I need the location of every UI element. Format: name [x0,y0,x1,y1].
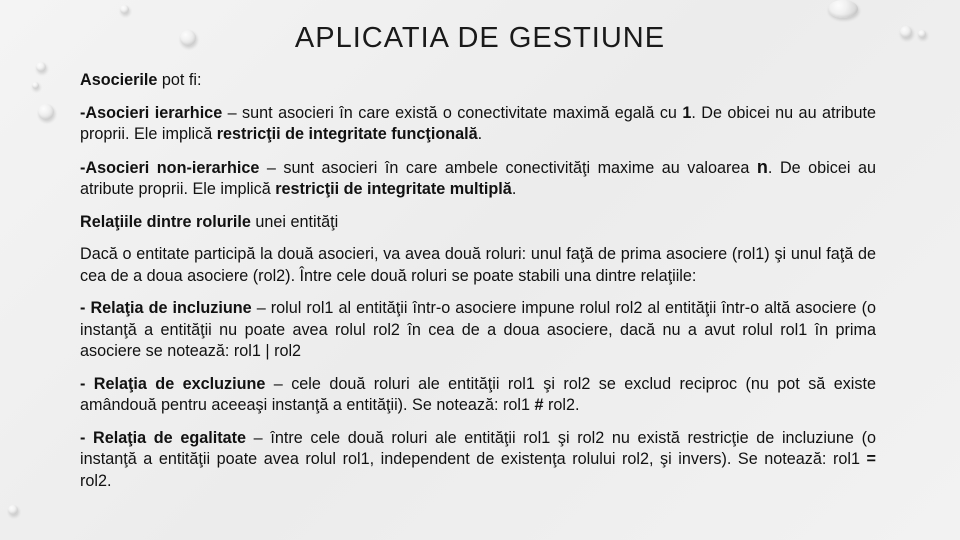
decorative-water-drop [828,0,858,18]
decorative-water-drop [36,62,46,72]
decorative-water-drop [8,505,18,515]
paragraph-relatia-excluziune: - Relaţia de excluziune – cele două roluri ale entităţii rol1 şi rol2 se exclud reciproc (nu pot să existe amândouă pentru aceeaşi instanţă a entităţii). Se notează: rol1 # rol2. [80,374,876,414]
decorative-water-drop [38,104,54,120]
slide-body [80,70,876,503]
decorative-water-drop [120,5,129,14]
paragraph-relatia-egalitate: - Relaţia de egalitate – între cele două roluri ale entităţii rol1 şi rol2 nu există restricţie de incluziune (o instanţă a entităţii poate avea rolul rol1, independent de existenţa rolului rol2, şi invers). Se notează: rol1 = rol2. [80,428,876,490]
paragraph-relatia-incluziune: - Relaţia de incluziune – rolul rol1 al entităţii într-o asociere impune rolul rol2 al entităţii într-o altă asociere (o instanţă a entităţii nu poate avea rolul rol2 în cea de a doua asociere, dacă nu a avut rolul rol1 în prima asociere se notează: rol1 | rol2 [80,299,876,360]
paragraph-asocieri-non-ierarhice: -Asocieri non-ierarhice – sunt asocieri în care ambele conectivităţi maxime au valoarea n. De obicei au atribute proprii. Ele implică restricţii de integritate multiplă. [80,156,876,198]
paragraph-doua-asocieri: Dacă o entitate participă la două asocieri, va avea două roluri: unul faţă de prima asociere (rol1) şi unul faţă de cea de a doua asociere (rol2). Între cele două roluri se poate stabili una dintre relaţiile: [80,245,876,285]
decorative-water-drop [32,82,39,89]
slide-title: APLICATIA DE GESTIUNE [294,22,666,54]
paragraph-relatiile-rolurilor: Relaţiile dintre rolurile unei entităţi [80,212,339,231]
paragraph-asocieri-ierarhice: -Asocieri ierarhice – sunt asocieri în care există o conectivitate maximă egală cu 1. De obicei nu au atribute proprii. Ele implică restricţii de integritate funcţională. [80,103,876,143]
paragraph-asocierile: Asocierile pot fi: [80,71,202,89]
